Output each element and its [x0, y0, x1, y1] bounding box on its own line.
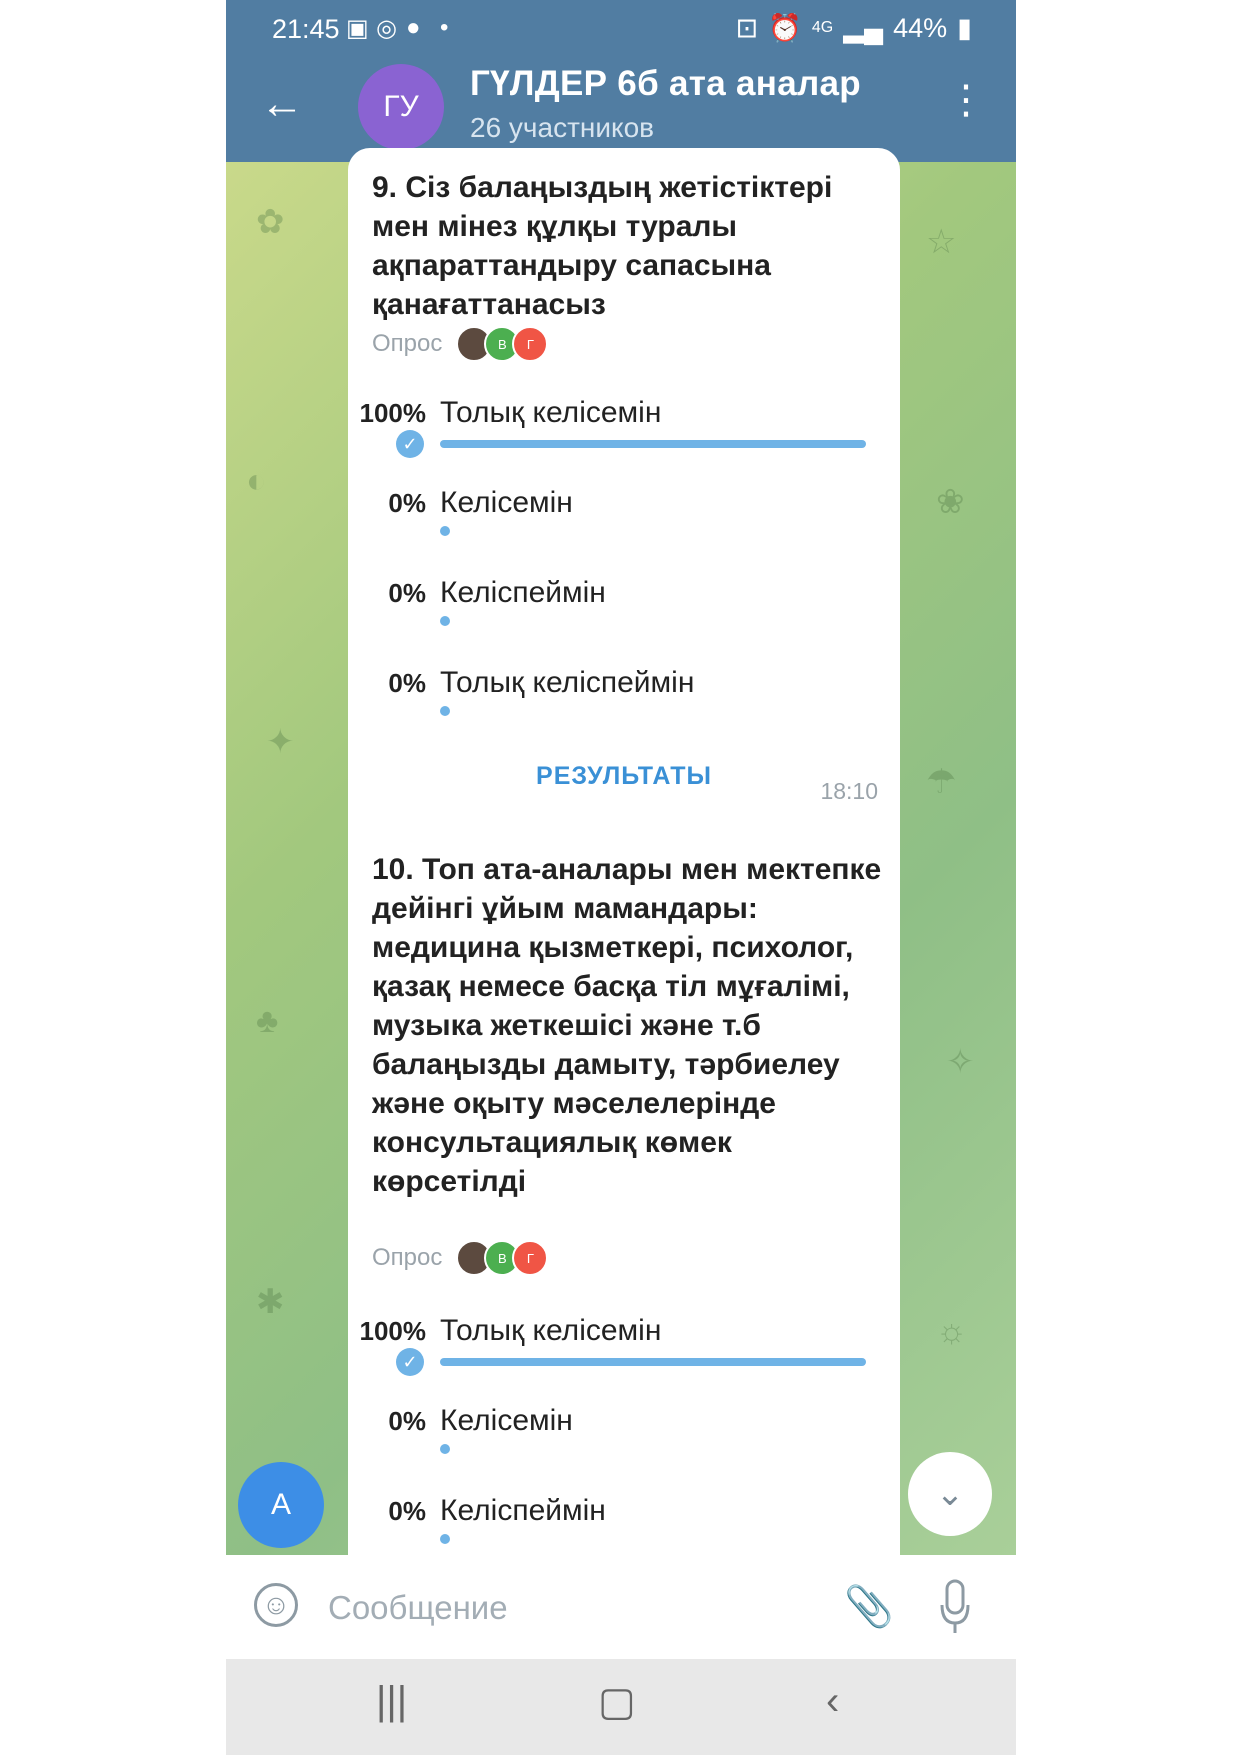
participants-count: 26 участников: [470, 112, 655, 143]
poll-question: 10. Топ ата-аналары мен мектепке дейінгі ұйым мамандары: медицина қызметкері, психолог, қазақ немесе басқа тіл мұғалімі, музыка жеткешісі және т.б балаңызды дамыту, тәрбиелеу және оқыту мәселелерінде консультациялық көмек көрсетілді: [372, 853, 882, 1198]
poll-meta: [372, 1240, 548, 1276]
voter-avatar: В: [484, 1240, 520, 1276]
option-bar: [440, 616, 450, 626]
scroll-down-button[interactable]: [908, 1452, 992, 1536]
status-indicators: [736, 12, 972, 44]
doodle-icon: ✦: [266, 723, 295, 761]
results-button[interactable]: РЕЗУЛЬТАТЫ: [536, 762, 712, 790]
alarm-icon: ⏰: [768, 13, 802, 43]
poll-option[interactable]: [348, 668, 900, 748]
option-label: Келіспеймін: [440, 1494, 606, 1527]
facebook-icon: ●: [406, 14, 421, 41]
option-bar: [440, 526, 450, 536]
poll-option[interactable]: [348, 578, 900, 658]
doodle-icon: ✧: [946, 1043, 975, 1081]
checkmark-icon: ✓: [396, 1348, 424, 1376]
doodle-icon: ☂: [926, 763, 957, 801]
checkmark-icon: ✓: [396, 430, 424, 458]
option-percent: 0%: [388, 1406, 426, 1436]
chat-header: [226, 0, 1016, 162]
voter-avatar: Г: [512, 326, 548, 362]
option-percent: 0%: [388, 1496, 426, 1526]
battery-icon: ▮: [957, 12, 972, 43]
poll-option[interactable]: [348, 1316, 900, 1396]
emoji-icon[interactable]: ☺: [254, 1583, 298, 1627]
option-bar: [440, 1358, 866, 1366]
option-label: Толық келісемін: [440, 396, 662, 429]
voter-avatars[interactable]: [456, 326, 548, 362]
battery-percent: 44%: [893, 12, 948, 43]
voter-avatar: В: [484, 326, 520, 362]
account-switch-button[interactable]: A: [238, 1462, 324, 1548]
gallery-icon: ▣: [346, 15, 369, 42]
doodle-icon: ♣: [256, 1002, 279, 1040]
doodle-icon: ✱: [256, 1283, 285, 1321]
option-percent: 0%: [388, 578, 426, 608]
option-bar: [440, 440, 866, 448]
doodle-icon: ❀: [936, 483, 965, 521]
phone-screen: [226, 0, 1016, 1755]
poll-option[interactable]: [348, 398, 900, 478]
option-bar: [440, 1444, 450, 1454]
option-label: Келіспеймін: [440, 576, 606, 609]
lock-icon: ⊡: [735, 12, 759, 43]
chat-background: [226, 162, 1016, 1555]
message-input-bar: [226, 1555, 1016, 1659]
notification-dot-icon: •: [440, 14, 449, 41]
message-input[interactable]: [326, 1583, 810, 1633]
more-menu-icon[interactable]: ⋮: [946, 78, 986, 122]
back-nav-icon[interactable]: ‹: [826, 1679, 840, 1723]
poll-meta: [372, 326, 548, 362]
option-bar: [440, 706, 450, 716]
option-percent: 0%: [388, 488, 426, 518]
option-label: Толық келісемін: [440, 1314, 662, 1347]
voter-avatars[interactable]: [456, 1240, 548, 1276]
poll-message[interactable]: [348, 826, 900, 1586]
doodle-icon: ✿: [256, 203, 285, 241]
network-type: 4G: [811, 19, 834, 36]
system-nav-bar: [226, 1659, 1016, 1755]
group-avatar[interactable]: ГУ: [358, 64, 444, 150]
option-percent: 100%: [359, 1316, 426, 1346]
doodle-icon: ☆: [926, 223, 957, 261]
poll-option[interactable]: [348, 1406, 900, 1486]
option-label: Толық келіспеймін: [440, 666, 695, 699]
option-label: Келісемін: [440, 486, 573, 519]
option-label: Келісемін: [440, 1404, 573, 1437]
poll-type: Опрос: [372, 1244, 443, 1271]
signal-icon: ▂▄: [843, 12, 884, 43]
option-percent: 0%: [388, 668, 426, 698]
chevron-down-icon: ⌄: [935, 1475, 965, 1513]
back-arrow-icon[interactable]: ←: [260, 79, 304, 128]
whatsapp-icon: ◎: [376, 15, 397, 42]
option-bar: [440, 1534, 450, 1544]
option-percent: 100%: [359, 398, 426, 428]
poll-option[interactable]: [348, 488, 900, 568]
message-time: 18:10: [820, 778, 878, 804]
status-time: 21:45: [272, 14, 340, 44]
voter-avatar: Г: [512, 1240, 548, 1276]
doodle-icon: ◐: [246, 462, 267, 500]
attach-icon[interactable]: 📎: [844, 1585, 894, 1629]
doodle-icon: ☼: [936, 1312, 968, 1350]
home-icon[interactable]: ▢: [598, 1680, 636, 1724]
recent-apps-icon[interactable]: |||: [376, 1679, 408, 1723]
poll-question: 9. Сіз балаңыздың жетістіктері мен мінез құлқы туралы ақпараттандыру сапасына қанағаттанасыз: [372, 171, 833, 321]
chat-title[interactable]: ГҮЛДЕР 6б ата аналар: [470, 64, 861, 103]
microphone-icon[interactable]: [940, 1579, 970, 1637]
poll-type: Опрос: [372, 330, 443, 357]
